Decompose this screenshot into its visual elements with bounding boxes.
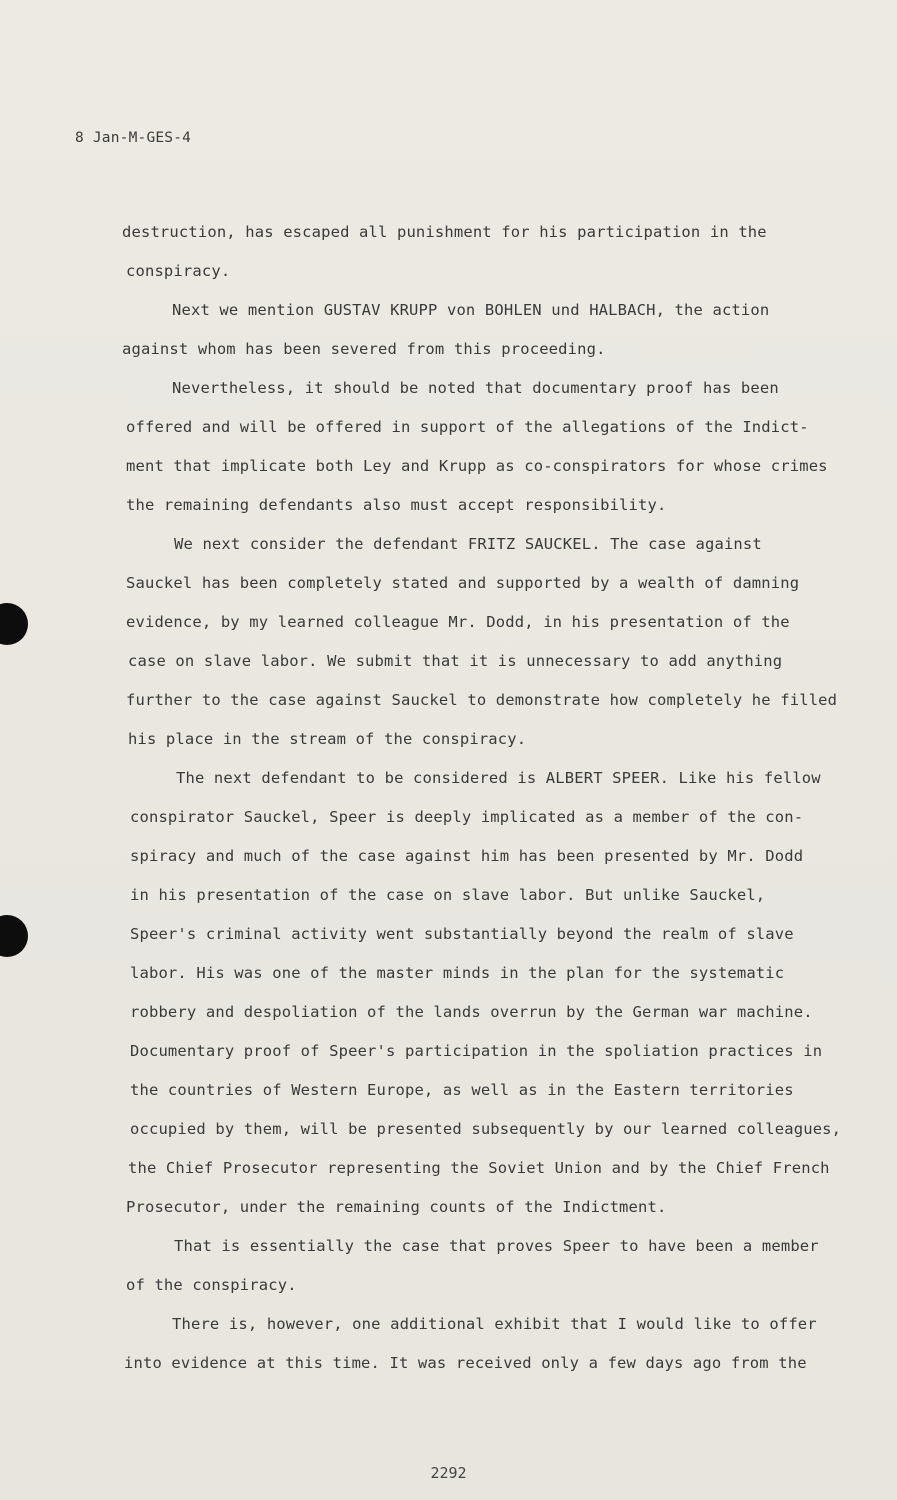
body-line: further to the case against Sauckel to demonstrate how completely he filled	[126, 691, 838, 709]
body-line: There is, however, one additional exhibit that I would like to offer	[172, 1315, 817, 1333]
page-number: 2292	[430, 1464, 467, 1482]
body-line: Sauckel has been completely stated and supported by a wealth of damning	[126, 574, 800, 592]
body-line: destruction, has escaped all punishment for his participation in the	[122, 223, 767, 241]
body-line: labor. His was one of the master minds in the plan for the systematic	[130, 964, 785, 982]
body-line: the countries of Western Europe, as well as in the Eastern territories	[130, 1081, 794, 1099]
body-line: ment that implicate both Ley and Krupp as co-conspirators for whose crimes	[126, 457, 828, 475]
body-line: We next consider the defendant FRITZ SAUCKEL. The case against	[174, 535, 762, 553]
body-line: case on slave labor. We submit that it is unnecessary to add anything	[128, 652, 783, 670]
document-header: 8 Jan-M-GES-4	[75, 130, 192, 146]
body-line: Speer's criminal activity went substantially beyond the realm of slave	[130, 925, 794, 943]
body-line: of the conspiracy.	[126, 1276, 297, 1294]
body-line: Documentary proof of Speer's participation in the spoliation practices in	[130, 1042, 823, 1060]
body-line: conspirator Sauckel, Speer is deeply implicated as a member of the con-	[130, 808, 804, 826]
document-body	[122, 218, 862, 1388]
body-line: The next defendant to be considered is ALBERT SPEER. Like his fellow	[176, 769, 821, 787]
body-line: offered and will be offered in support of the allegations of the Indict-	[126, 418, 809, 436]
body-line: evidence, by my learned colleague Mr. Dodd, in his presentation of the	[126, 613, 790, 631]
body-line: Next we mention GUSTAV KRUPP von BOHLEN und HALBACH, the action	[172, 301, 770, 319]
body-line: Prosecutor, under the remaining counts of the Indictment.	[126, 1198, 667, 1216]
body-line: robbery and despoliation of the lands overrun by the German war machine.	[130, 1003, 813, 1021]
body-line: the remaining defendants also must accept responsibility.	[126, 496, 667, 514]
body-line: his place in the stream of the conspiracy.	[128, 730, 527, 748]
body-line: spiracy and much of the case against him has been presented by Mr. Dodd	[130, 847, 804, 865]
body-line: against whom has been severed from this proceeding.	[122, 340, 606, 358]
body-line: in his presentation of the case on slave labor. But unlike Sauckel,	[130, 886, 766, 904]
body-line: into evidence at this time. It was received only a few days ago from the	[124, 1354, 807, 1372]
body-line: That is essentially the case that proves Speer to have been a member	[174, 1237, 819, 1255]
punch-hole	[0, 603, 28, 645]
punch-hole	[0, 915, 28, 957]
body-line: occupied by them, will be presented subsequently by our learned colleagues,	[130, 1120, 842, 1138]
body-line: conspiracy.	[126, 262, 231, 280]
body-line: the Chief Prosecutor representing the Soviet Union and by the Chief French	[128, 1159, 830, 1177]
body-line: Nevertheless, it should be noted that documentary proof has been	[172, 379, 779, 397]
